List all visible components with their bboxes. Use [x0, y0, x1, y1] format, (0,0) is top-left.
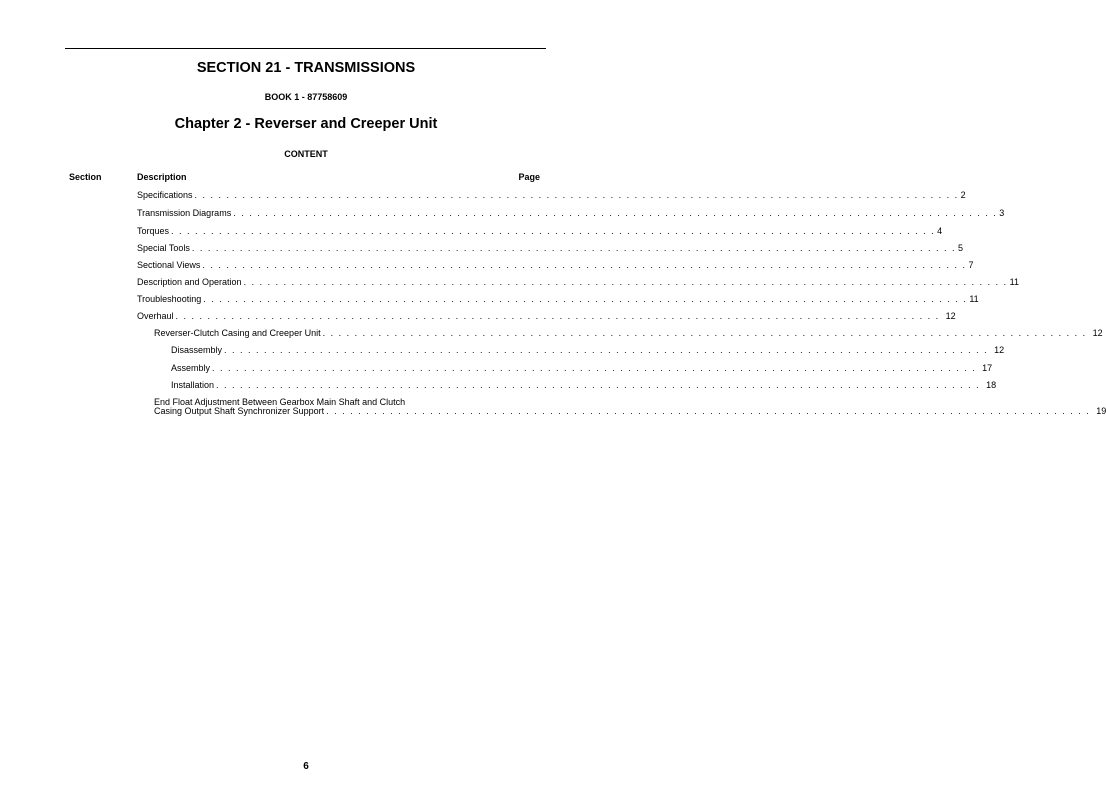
toc-entry-reverser-clutch-casing[interactable] — [154, 328, 1103, 338]
toc-entry-title: Overhaul — [137, 311, 174, 321]
toc-entry-page: 2 — [960, 190, 966, 200]
toc-entry-sectional-views[interactable] — [137, 260, 974, 270]
toc-entry-page: 5 — [957, 243, 963, 253]
dot-leader: . . . . . . . . . . . . . . . . . . . . . . . . . . . . . . . . . . . . . . . . . . . . . . . . . . . . . . . . . . . . . . . . . . . . . . . . . . . . . . . . . . . . . . . . . . . . . . . . — [322, 328, 1087, 338]
toc-entry-page: 3 — [999, 208, 1005, 218]
dot-leader: . . . . . . . . . . . . . . . . . . . . . . . . . . . . . . . . . . . . . . . . . . . . . . . . . . . . . . . . . . . . . . . . . . . . . . . . . . . . . . . . . . . . . . . . . . . . . . . . — [243, 277, 1008, 287]
dot-leader: . . . . . . . . . . . . . . . . . . . . . . . . . . . . . . . . . . . . . . . . . . . . . . . . . . . . . . . . . . . . . . . . . . . . . . . . . . . . . . . . . . . . . . . . . . . . . . . . — [171, 226, 936, 236]
toc-entry-assembly[interactable] — [171, 363, 993, 373]
toc-entry-title: Disassembly — [171, 345, 223, 355]
toc-entry-title: Assembly — [171, 363, 211, 373]
toc-entry-line2 — [154, 406, 1106, 416]
dot-leader: . . . . . . . . . . . . . . . . . . . . . . . . . . . . . . . . . . . . . . . . . . . . . . . . . . . . . . . . . . . . . . . . . . . . . . . . . . . . . . . . . . . . . . . . . . . . . . . . — [202, 260, 967, 270]
dot-leader: . . . . . . . . . . . . . . . . . . . . . . . . . . . . . . . . . . . . . . . . . . . . . . . . . . . . . . . . . . . . . . . . . . . . . . . . . . . . . . . . . . . . . . . . . . . . . . . . — [212, 363, 977, 373]
toc-entry-transmission-diagrams[interactable] — [137, 208, 1005, 218]
toc-entry-page: 12 — [945, 311, 956, 321]
toc-entry-page: 11 — [969, 294, 979, 304]
toc-entry-special-tools[interactable] — [137, 243, 963, 253]
toc-entry-title: Reverser-Clutch Casing and Creeper Unit — [154, 328, 321, 338]
toc-entry-installation[interactable] — [171, 380, 997, 390]
toc-entry-page: 19 — [1096, 406, 1106, 416]
toc-entry-torques[interactable] — [137, 226, 943, 236]
toc-entry-title: Sectional Views — [137, 260, 201, 270]
toc-entry-page: 7 — [968, 260, 974, 270]
book-number: BOOK 1 - 87758609 — [264, 92, 348, 102]
toc-entry-page: 11 — [1009, 277, 1019, 287]
dot-leader: . . . . . . . . . . . . . . . . . . . . . . . . . . . . . . . . . . . . . . . . . . . . . . . . . . . . . . . . . . . . . . . . . . . . . . . . . . . . . . . . . . . . . . . . . . . . . . . . — [216, 380, 981, 390]
toc-entry-troubleshooting[interactable] — [137, 294, 979, 304]
toc-entry-description-and-operation[interactable] — [137, 277, 1019, 287]
toc-entry-title: Troubleshooting — [137, 294, 202, 304]
toc-entry-page: 18 — [986, 380, 997, 390]
toc-entry-page: 12 — [1092, 328, 1103, 338]
toc-entry-title: Description and Operation — [137, 277, 242, 287]
dot-leader: . . . . . . . . . . . . . . . . . . . . . . . . . . . . . . . . . . . . . . . . . . . . . . . . . . . . . . . . . . . . . . . . . . . . . . . . . . . . . . . . . . . . . . . . . . . . . . . . — [194, 190, 959, 200]
chapter-title: Chapter 2 - Reverser and Creeper Unit — [174, 116, 438, 132]
dot-leader: . . . . . . . . . . . . . . . . . . . . . . . . . . . . . . . . . . . . . . . . . . . . . . . . . . . . . . . . . . . . . . . . . . . . . . . . . . . . . . . . . . . . . . . . . . . . . . . . — [203, 294, 968, 304]
toc-entry-page: 4 — [937, 226, 943, 236]
toc-entry-page: 17 — [982, 363, 993, 373]
toc-entry-disassembly[interactable] — [171, 345, 1005, 355]
dot-leader: . . . . . . . . . . . . . . . . . . . . . . . . . . . . . . . . . . . . . . . . . . . . . . . . . . . . . . . . . . . . . . . . . . . . . . . . . . . . . . . . . . . . . . . . . . . . . . . . — [224, 345, 989, 355]
dot-leader: . . . . . . . . . . . . . . . . . . . . . . . . . . . . . . . . . . . . . . . . . . . . . . . . . . . . . . . . . . . . . . . . . . . . . . . . . . . . . . . . . . . . . . . . . . . . . . . . — [191, 243, 956, 253]
toc-entry-page: 12 — [994, 345, 1005, 355]
page-number: 6 — [303, 761, 309, 772]
toc-entry-title-line1: End Float Adjustment Between Gearbox Main Shaft and Clutch — [154, 397, 406, 407]
toc-entry-overhaul[interactable] — [137, 311, 956, 321]
toc-entry-specifications[interactable] — [137, 190, 966, 200]
toc-entry-title: Transmission Diagrams — [137, 208, 232, 218]
dot-leader: . . . . . . . . . . . . . . . . . . . . . . . . . . . . . . . . . . . . . . . . . . . . . . . . . . . . . . . . . . . . . . . . . . . . . . . . . . . . . . . . . . . . . . . . . . . . . . . . — [175, 311, 940, 321]
column-header-page: Page — [518, 172, 540, 182]
column-header-section: Section — [69, 172, 102, 182]
toc-entry-title: Special Tools — [137, 243, 190, 253]
section-title: SECTION 21 - TRANSMISSIONS — [196, 60, 416, 76]
toc-entry-title: Casing Output Shaft Synchronizer Support — [154, 406, 325, 416]
toc-entry-title: Torques — [137, 226, 170, 236]
toc-entry-title: Specifications — [137, 190, 193, 200]
column-header-description: Description — [137, 172, 187, 182]
dot-leader: . . . . . . . . . . . . . . . . . . . . . . . . . . . . . . . . . . . . . . . . . . . . . . . . . . . . . . . . . . . . . . . . . . . . . . . . . . . . . . . . . . . . . . . . . . . . . . . . — [233, 208, 998, 218]
toc-entry-title: Installation — [171, 380, 215, 390]
content-label: CONTENT — [284, 149, 328, 159]
top-rule — [65, 48, 546, 49]
dot-leader: . . . . . . . . . . . . . . . . . . . . . . . . . . . . . . . . . . . . . . . . . . . . . . . . . . . . . . . . . . . . . . . . . . . . . . . . . . . . . . . . . . . . . . . . . . . . . . . . — [326, 406, 1091, 416]
